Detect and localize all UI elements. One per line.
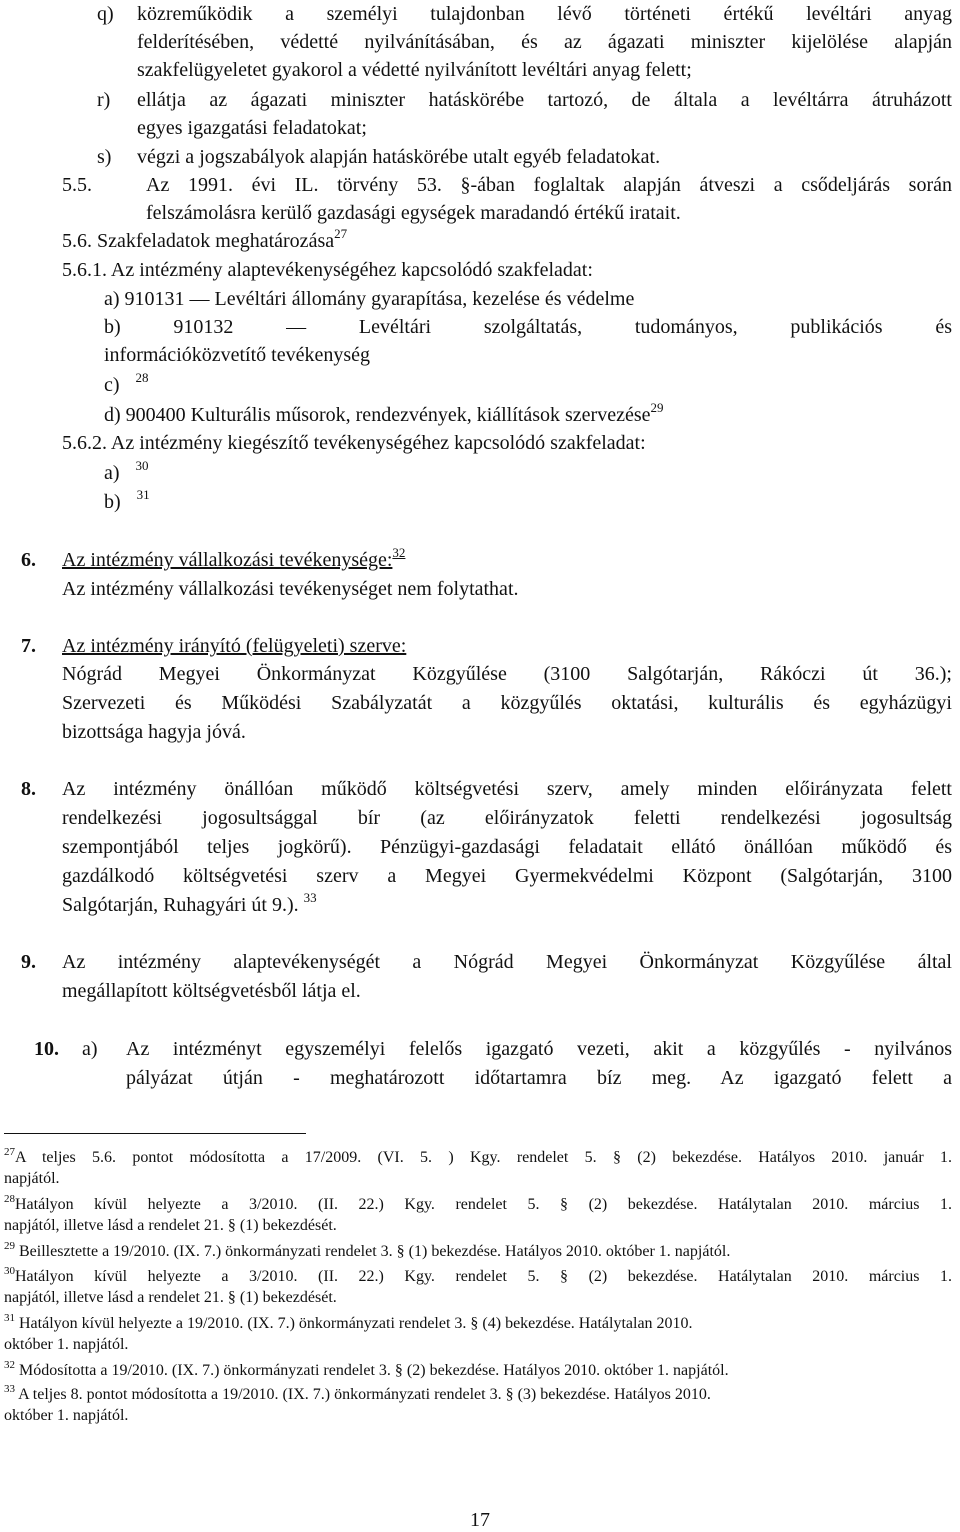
supplementary-item-b — [104, 487, 150, 514]
section-8-line-5 — [62, 890, 317, 917]
section-5-6-1-title: 5.6.1. Az intézmény alaptevékenységéhez kapcsolódó szakfeladat: — [62, 259, 593, 281]
activity-item-c — [104, 370, 149, 397]
section-9-number: 9. — [21, 951, 36, 973]
footnote-28-line-2: napjától, illetve lásd a rendelet 21. § (1) bekezdését. — [4, 1217, 337, 1234]
section-7-heading: Az intézmény irányító (felügyeleti) szerve: — [62, 635, 407, 657]
list-marker-q: q) — [97, 3, 114, 25]
footnote-31-line-2: október 1. napjától. — [4, 1336, 129, 1353]
footnote-separator — [4, 1133, 306, 1134]
footnote-28-text: Hatályon kívül helyezte a 3/2010. (II. 22.) Kgy. rendelet 5. § (2) bekezdése. Hatálytalan 2010. március 1. — [15, 1196, 952, 1213]
section-8-line-5-text: Salgótarján, Ruhagyári út 9.). — [62, 894, 299, 916]
supplementary-item-b-label: b) — [104, 491, 121, 513]
footnote-27-number: 27 — [4, 1146, 15, 1158]
footnote-30-number: 30 — [4, 1265, 15, 1277]
section-5-5-line-2: felszámolásra kerülő gazdasági egységek maradandó értékű iratait. — [146, 202, 681, 224]
footnote-33-line-1 — [4, 1385, 711, 1404]
footnote-ref-31: 31 — [136, 487, 150, 502]
section-7-line-1: Nógrád Megyei Önkormányzat Közgyűlése (3100 Salgótarján, Rákóczi út 36.); — [62, 663, 952, 685]
section-6-heading — [62, 545, 406, 572]
footnote-32-line-1 — [4, 1361, 729, 1380]
activity-item-a: a) 910131 — Levéltári állomány gyarapítása, kezelése és védelme — [104, 288, 635, 310]
footnote-31-text: Hatályon kívül helyezte a 19/2010. (IX. 7.) önkormányzati rendelet 3. § (4) bekezdése. Hatálytalan 2010. — [19, 1315, 693, 1332]
footnote-29-number: 29 — [4, 1240, 15, 1252]
page-number: 17 — [470, 1509, 490, 1531]
list-q-line-3: szakfelügyeletet gyakorol a védetté nyilvánított levéltári anyag felett; — [137, 59, 692, 81]
footnote-27-line-1 — [4, 1148, 952, 1167]
footnote-33-text: A teljes 8. pontot módosította a 19/2010. (IX. 7.) önkormányzati rendelet 3. § (3) bekezdése. Hatályos 2010. — [18, 1386, 711, 1403]
supplementary-item-a-label: a) — [104, 462, 120, 484]
section-7-line-3: bizottsága hagyja jóvá. — [62, 721, 246, 743]
footnote-32-number: 32 — [4, 1359, 15, 1371]
activity-item-d-text: d) 900400 Kulturális műsorok, rendezvények, kiállítások szervezése — [104, 404, 651, 426]
section-8-line-3: szempontjából teljes jogkörű). Pénzügyi-gazdasági feladatait ellátó önállóan működő és — [62, 836, 952, 858]
section-7-number: 7. — [21, 635, 36, 657]
footnote-ref-30: 30 — [135, 458, 149, 473]
section-6-body: Az intézmény vállalkozási tevékenységet nem folytathat. — [62, 578, 519, 600]
footnote-30-line-1 — [4, 1267, 952, 1286]
list-q-line-2: felderítésében, védetté nyilvánításában, és az ágazati miniszter kijelölése alapján — [137, 31, 952, 53]
section-10-marker: a) — [82, 1038, 98, 1060]
section-5-5-number: 5.5. — [62, 174, 92, 196]
list-marker-r: r) — [97, 89, 111, 111]
footnote-32-text: Módosította a 19/2010. (IX. 7.) önkormányzati rendelet 3. § (2) bekezdése. Hatályos 2010. október 1. napjától. — [19, 1362, 729, 1379]
footnote-28-number: 28 — [4, 1193, 15, 1205]
section-10-line-2: pályázat útján - meghatározott időtartamra bíz meg. Az igazgató felett a — [126, 1067, 952, 1089]
footnote-ref-28: 28 — [135, 370, 149, 385]
list-s-line: végzi a jogszabályok alapján hatáskörébe utalt egyéb feladatokat. — [137, 146, 661, 168]
footnote-28-line-1 — [4, 1195, 952, 1214]
footnote-30-line-2: napjától, illetve lásd a rendelet 21. § (1) bekezdését. — [4, 1289, 337, 1306]
activity-item-b-line-1: b) 910132 — Levéltári szolgáltatás, tudományos, publikációs és — [104, 316, 952, 338]
footnote-31-line-1 — [4, 1314, 693, 1333]
footnote-27-text: A teljes 5.6. pontot módosította a 17/2009. (VI. 5. ) Kgy. rendelet 5. § (2) bekezdése. Hatályos 2010. január 1. — [15, 1149, 952, 1166]
footnote-ref-29: 29 — [650, 400, 664, 415]
section-10-number: 10. — [34, 1038, 59, 1060]
list-r-line-1: ellátja az ágazati miniszter hatáskörébe tartozó, de általa a levéltárra átruházott — [137, 89, 952, 111]
section-7-line-2: Szervezeti és Működési Szabályzatát a közgyűlés oktatási, kulturális és egyházügyi — [62, 692, 952, 714]
section-5-6-title — [62, 226, 348, 253]
footnote-33-number: 33 — [4, 1383, 15, 1395]
footnote-ref-32: 32 — [392, 545, 406, 560]
footnote-33-line-2: október 1. napjától. — [4, 1407, 129, 1424]
section-5-6-title-text: 5.6. Szakfeladatok meghatározása — [62, 230, 335, 252]
section-6-number: 6. — [21, 549, 36, 571]
section-5-6-2-title: 5.6.2. Az intézmény kiegészítő tevékenységéhez kapcsolódó szakfeladat: — [62, 432, 646, 454]
section-8-number: 8. — [21, 778, 36, 800]
section-8-line-2: rendelkezési jogosultsággal bír (az előirányzatok feletti rendelkezési jogosultság — [62, 807, 952, 829]
section-5-5-line-1: Az 1991. évi IL. törvény 53. §-ában foglaltak alapján átveszi a csődeljárás során — [146, 174, 952, 196]
section-9-line-1: Az intézmény alaptevékenységét a Nógrád Megyei Önkormányzat Közgyűlése által — [62, 951, 952, 973]
activity-item-c-label: c) — [104, 374, 120, 396]
footnote-ref-27: 27 — [334, 226, 348, 241]
list-q-line-1: közreműködik a személyi tulajdonban lévő történeti értékű levéltári anyag — [137, 3, 952, 25]
footnote-29-text: Beillesztette a 19/2010. (IX. 7.) önkormányzati rendelet 3. § (1) bekezdése. Hatályos 2010. október 1. napjától. — [19, 1243, 731, 1260]
section-9-line-2: megállapított költségvetésből látja el. — [62, 980, 361, 1002]
list-r-line-2: egyes igazgatási feladatokat; — [137, 117, 367, 139]
footnote-30-text: Hatályon kívül helyezte a 3/2010. (II. 22.) Kgy. rendelet 5. § (2) bekezdése. Hatálytalan 2010. március 1. — [15, 1268, 952, 1285]
section-6-heading-text: Az intézmény vállalkozási tevékenysége: — [62, 549, 393, 571]
footnote-27-line-2: napjától. — [4, 1170, 60, 1187]
footnote-29-line-1 — [4, 1242, 730, 1261]
activity-item-b-line-2: információközvetítő tevékenység — [104, 344, 371, 366]
footnote-31-number: 31 — [4, 1312, 15, 1324]
section-10-line-1: Az intézményt egyszemélyi felelős igazgató vezeti, akit a közgyűlés - nyilvános — [126, 1038, 952, 1060]
footnote-ref-33: 33 — [303, 890, 317, 905]
activity-item-d — [104, 400, 664, 427]
section-8-line-4: gazdálkodó költségvetési szerv a Megyei Gyermekvédelmi Központ (Salgótarján, 3100 — [62, 865, 952, 887]
list-marker-s: s) — [97, 146, 112, 168]
supplementary-item-a — [104, 458, 149, 485]
section-8-line-1: Az intézmény önállóan működő költségvetési szerv, amely minden előirányzata felett — [62, 778, 952, 800]
